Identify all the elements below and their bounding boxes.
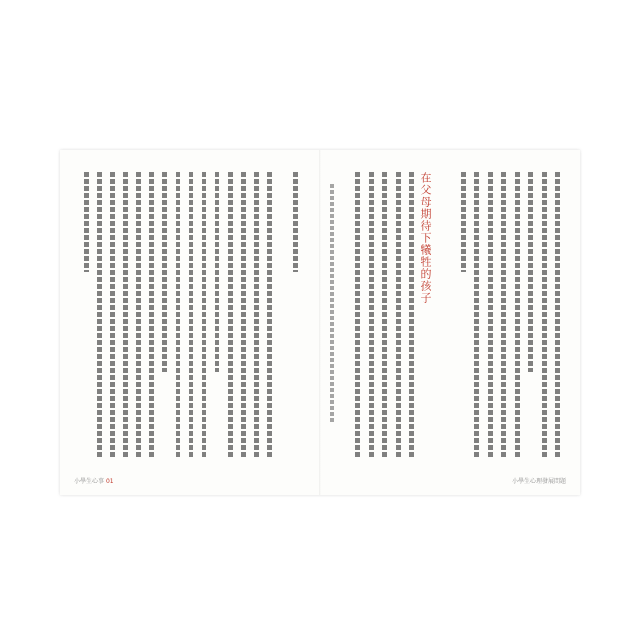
text-column	[355, 172, 360, 457]
text-column	[501, 172, 506, 457]
text-column	[110, 172, 115, 457]
text-column	[542, 172, 547, 457]
text-column	[123, 172, 128, 457]
text-column	[555, 172, 560, 457]
text-column	[267, 172, 272, 457]
text-column-gap	[280, 172, 285, 457]
text-column	[228, 172, 233, 457]
right-page	[320, 150, 580, 495]
text-column	[176, 172, 181, 457]
left-page	[60, 150, 320, 495]
book-spread	[60, 150, 580, 495]
right-page-footer	[512, 476, 566, 485]
text-column	[461, 172, 466, 272]
left-footer-label: 小學生心事	[74, 478, 105, 485]
text-column	[149, 172, 154, 457]
text-column	[215, 172, 220, 372]
text-column	[382, 172, 387, 457]
text-column	[474, 172, 479, 457]
text-column	[97, 172, 102, 457]
text-column	[528, 172, 533, 372]
quoted-block	[330, 184, 334, 424]
section-heading: 在父母期待下犧牲的孩子	[419, 172, 432, 304]
text-column	[293, 172, 298, 272]
text-column	[136, 172, 141, 457]
text-column	[84, 172, 89, 272]
text-column	[396, 172, 401, 457]
left-footer-number: 01	[105, 478, 114, 485]
text-column	[189, 172, 194, 457]
right-page-body-text-bottom	[342, 172, 414, 457]
text-column	[515, 172, 520, 457]
text-column	[162, 172, 167, 372]
text-column	[254, 172, 259, 457]
right-footer-label: 小學生心理發展問題	[511, 478, 566, 485]
right-page-body-text-top	[430, 172, 560, 457]
text-column	[202, 172, 207, 457]
text-column	[369, 172, 374, 457]
left-page-body-text	[84, 172, 298, 457]
text-column	[241, 172, 246, 457]
text-column	[488, 172, 493, 457]
left-page-footer	[74, 476, 114, 485]
text-column	[409, 172, 414, 457]
